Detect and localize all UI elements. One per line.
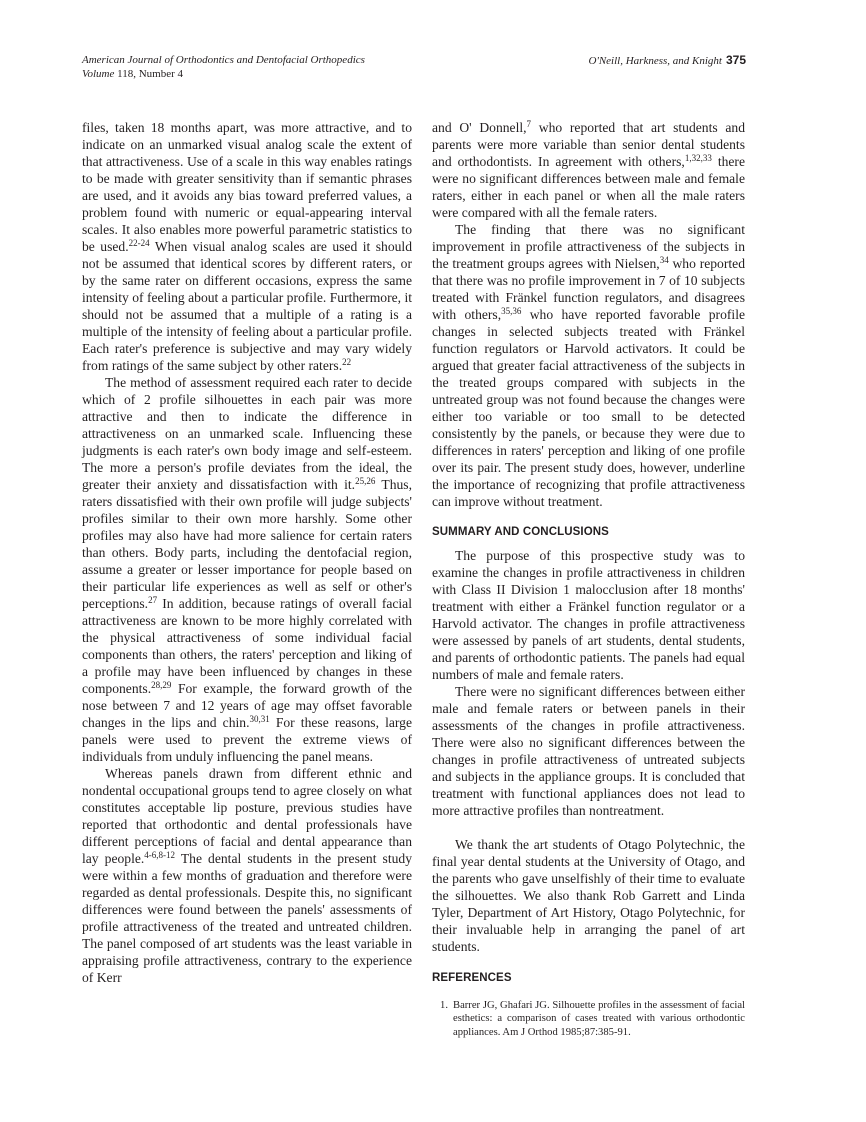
paragraph-kerr-odonnell <box>432 119 745 221</box>
references-heading: REFERENCES <box>432 972 512 984</box>
right-column <box>432 119 745 1039</box>
text: Whereas panels drawn from different ethnic and nondental occupational groups tend to agree closely on what constitutes acceptable lip posture, previous studies have reported that orthodontic and dental professionals have different perceptions of facial and dental appearance than lay people. <box>82 766 412 866</box>
journal-volume <box>82 67 365 81</box>
citation: 28,29 <box>151 680 172 690</box>
text: who reported that art students and parents were more variable than senior dental students and orthodontists. In agreement with others, <box>432 120 745 169</box>
reference-text: Barrer JG, Ghafari JG. Silhouette profiles in the assessment of facial esthetics: a comparison of cases treated with various orthodontic appliances. Am J Orthod 1985;87:385-91. <box>453 1000 745 1038</box>
author-page-info <box>589 53 746 68</box>
citation: 25,26 <box>355 476 376 486</box>
text: Thus, raters dissatisfied with their own profile will judge subjects' profiles similar to their own more harshly. Some other profiles may also have had more salience for certain raters than others. Body parts, including the dentofacial region, assume a greater or lesser importance for people based on their particular life experiences as well as self or other's perceptions. <box>82 477 412 611</box>
journal-info <box>82 53 365 81</box>
summary-heading: SUMMARY AND CONCLUSIONS <box>432 526 609 538</box>
text: who reported that there was no profile improvement in 7 of 10 subjects treated with Fränkel function regulators, and disagrees with others, <box>432 256 745 322</box>
citation: 22 <box>342 357 352 367</box>
text: For these reasons, large panels were used to prevent the extreme views of individuals from unduly influencing the panel means. <box>82 715 412 764</box>
left-column <box>82 119 412 986</box>
reference-item <box>432 999 745 1039</box>
volume-label: Volume <box>82 68 115 80</box>
citation: 4-6,8-12 <box>144 850 176 860</box>
summary-paragraph-2: There were no significant differences between either male and female raters or between panels in their assessments of the changes in profile attractiveness. There were also no significant differences between the changes in profile attractiveness of untreated subjects and subjects in the appliance groups. It is concluded that treatment with functional appliances does not lead to more attractive profiles than nontreatment. <box>432 684 745 818</box>
paragraph-visual-analog-scale <box>82 119 412 374</box>
summary-paragraph-1: The purpose of this prospective study was to examine the changes in profile attractiveness in children with Class II Division 1 malocclusion after 18 months' treatment with either a Fränkel function regulator or a Harvold activator. The changes in profile attractiveness were assessed by panels of art students, dental students, and parents of orthodontic patients. The panels had equal numbers of male and female raters. <box>432 548 745 682</box>
volume-number: 118, Number 4 <box>117 68 184 80</box>
text: The finding that there was no significant improvement in profile attractiveness of the subjects in the treatment groups agrees with Nielsen, <box>432 222 745 271</box>
text: The dental students in the present study were within a few months of graduation and therefore were regarded as dental professionals. Despite this, no significant differences were found between the panels' assessments of profile attractiveness of the treated and untreated children. The panel composed of art students was the least variable in appraising profile attractiveness, contrary to the experience of Kerr <box>82 851 412 985</box>
page-number: 375 <box>725 53 746 67</box>
text: who have reported favorable profile changes in selected subjects treated with Fränkel function regulators or Harvold activators. It could be argued that greater facial attractiveness of the subjects in the treated groups compared with subjects in the untreated group was not found because the changes were either too variable or too small to be detected consistently by the panels, or because they were due to differences in raters' perception and liking of one profile over its pair. The present study does, however, underline the importance of recognizing that profile attractiveness can improve without treatment. <box>432 307 745 509</box>
citation: 34 <box>659 255 669 265</box>
citation: 22-24 <box>128 238 150 248</box>
text: For example, the forward growth of the nose between 7 and 12 years of age may offset favorable changes in the lips and chin. <box>82 681 412 730</box>
reference-number: 1. <box>440 1000 448 1011</box>
journal-title: American Journal of Orthodontics and Dentofacial Orthopedics <box>82 54 365 66</box>
text: The method of assessment required each rater to decide which of 2 profile silhouettes in each pair was more attractive and then to indicate the difference in attractiveness on an unmarked scale. Influencing these judgments is each rater's own body image and self-esteem. The more a person's profile deviates from the ideal, the greater their anxiety and dissatisfaction with it. <box>82 375 412 492</box>
citation: 27 <box>148 595 158 605</box>
text: files, taken 18 months apart, was more attractive, and to indicate on an unmarked visual analog scale the extent of that attractiveness. Use of a scale in this way enables ratings to be made with greater sensitivity than if semantic phrases are used, and it avoids any bias toward preferred values, a problem found with numeric or equal-appearing interval scales. It also enables more powerful parametric statistics to be used. <box>82 120 412 254</box>
paragraph-assessment-method <box>82 374 412 765</box>
text: and O' Donnell, <box>432 120 527 135</box>
citation: 1,32,33 <box>684 153 712 163</box>
paragraph-panels <box>82 765 412 986</box>
references-list <box>432 999 745 1039</box>
citation: 35,36 <box>501 306 522 316</box>
text: When visual analog scales are used it should not be assumed that identical scores by different raters, or by the same rater on different occasions, express the same intensity of feeling about a particular profile. Furthermore, it should not be assumed that a multiple of a rating is a multiple of the intensity of feeling about a particular profile. Each rater's preference is subjective and may vary widely from ratings of the same subject by other raters. <box>82 239 412 373</box>
authors: O'Neill, Harkness, and Knight <box>588 55 722 67</box>
text: In addition, because ratings of overall facial attractiveness are known to be more highly correlated with the physical attractiveness of some individual facial components than others, the raters' perception and liking of a profile may have been influenced by changes in these components. <box>82 596 412 696</box>
citation: 7 <box>526 119 532 129</box>
paragraph-findings <box>432 221 745 510</box>
acknowledgment: We thank the art students of Otago Polytechnic, the final year dental students at the University of Otago, and the parents who gave unselfishly of their time to evaluate the silhouettes. We also thank Rob Garrett and Linda Tyler, Department of Art History, Otago Polytechnic, for their invaluable help in arranging the panel of art students. <box>432 837 745 954</box>
text: there were no significant differences between male and female raters, either in each panel or when all the male raters were compared with all the female raters. <box>432 154 745 220</box>
citation: 30,31 <box>249 714 270 724</box>
